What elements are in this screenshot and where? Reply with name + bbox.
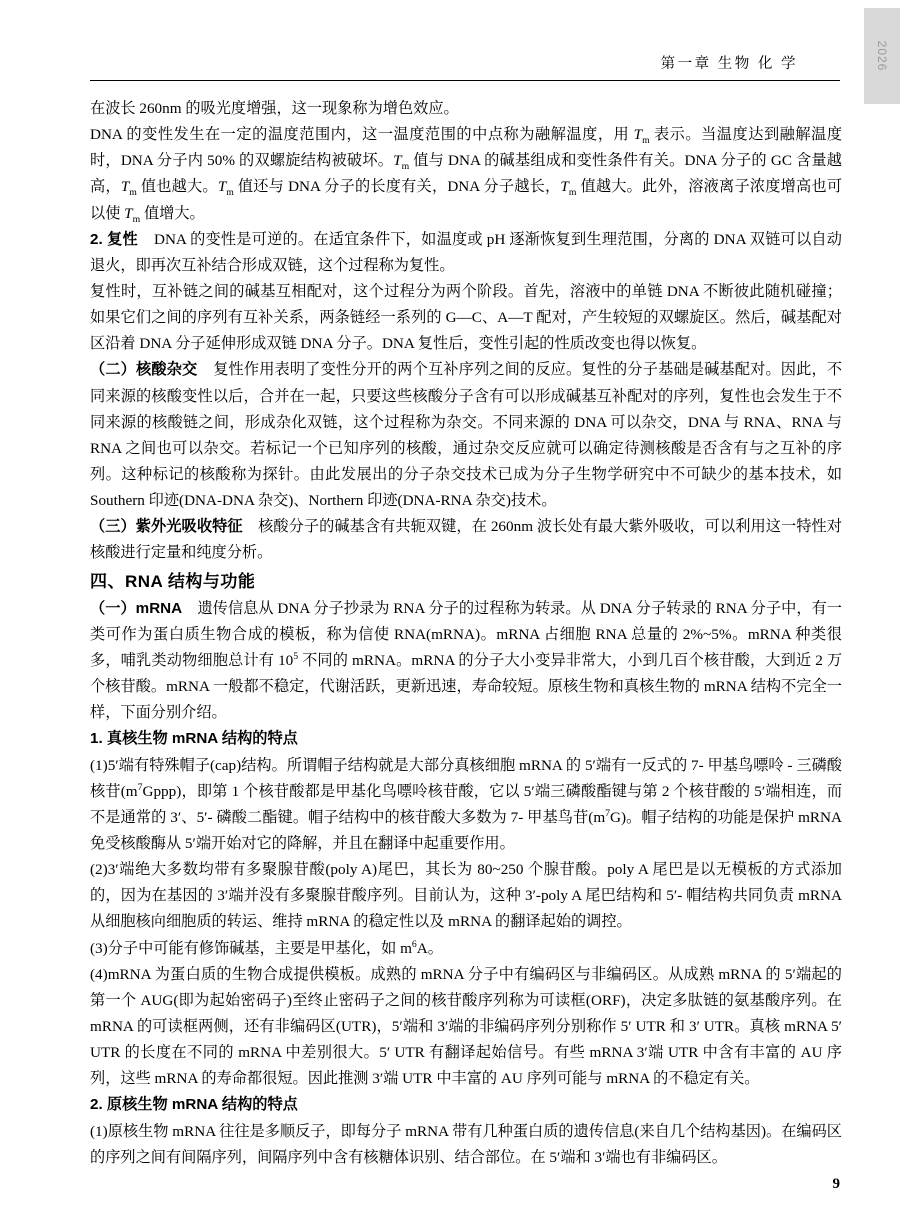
paragraph: 在波长 260nm 的吸光度增强，这一现象称为增色效应。 [90, 100, 459, 117]
paragraph: DNA 的变性发生在一定的温度范围内，这一温度范围的中点称为融解温度，用 $T_m$ 表示。当温度达到融解温度时，DNA 分子内 50% 的双螺旋结构被破坏。$T_m$ 值与 DNA 的碱基组成和变性条件有关。DNA 分子的 GC 含量越高，$T_m$ 值也越大。$T_m$ 值还与 DNA 分子的长度有关，DNA 分子越长，$T_m$ 值越大。此外，溶液离子浓度增高也可以使 $T_m$ 值增大。 [90, 126, 843, 225]
chapter-title: 第一章 生物 化 学 [660, 56, 798, 72]
paragraph-lead-label: （二）核酸杂交 [90, 361, 198, 379]
paragraph: （一）mRNA 遗传信息从 DNA 分子抄录为 RNA 分子的过程称为转录。从 DNA 分子转录的 RNA 分子中，有一类可作为蛋白质生物合成的模板，称为信使 RNA(mRNA)。mRNA 占细胞 RNA 总量的 2%~5%。mRNA 种类很多，哺乳类动物细胞总计有 $10^5$ 不同的 mRNA。mRNA 的分子大小变异非常大，小到几百个核苷酸，大到近 2 万个核苷酸。mRNA 一般都不稳定，代谢活跃，更新迅速，寿命较短。原核生物和真核生物的 mRNA 结构不完全一样，下面分别介绍。 [90, 599, 843, 722]
paragraph-lead-label: 2. 复性 [90, 230, 138, 248]
paragraph-lead-label: （一）mRNA [90, 599, 183, 617]
paragraph: (2)3′端绝大多数均带有多聚腺苷酸(poly A)尾巴，其长为 80~250 个腺苷酸。poly A 尾巴是以无模板的方式添加的，因为在基因的 3′端并没有多聚腺苷酸序列。目前认为，这种 3′-poly A 尾巴结构和 5′- 帽结构共同负责 mRNA 从细胞核向细胞质的转运、维持 mRNA 的稳定性以及 mRNA 的翻译起始的调控。 [90, 861, 842, 931]
paragraph: (1)原核生物 mRNA 往往是多顺反子，即每分子 mRNA 带有几种蛋白质的遗传信息(来自几个结构基因)。在编码区的序列之间有间隔序列，间隔序列中含有核糖体识别、结合部位。在 5′端和 3′端也有非编码区。 [90, 1122, 842, 1166]
paragraph: （二）核酸杂交 复性作用表明了变性分开的两个互补序列之间的反应。复性的分子基础是碱基配对。因此，不同来源的核酸变性以后，合并在一起，只要这些核酸分子含有可以形成碱基互补配对的序列，复性也会发生于不同来源的核酸链之间，形成杂化双链，这个过程称为杂交。不同来源的 DNA 可以杂交，DNA 与 RNA、RNA 与 RNA 之间也可以杂交。若标记一个已知序列的核酸，通过杂交反应就可以确定待测核酸是否含有与之互补的序列。这种标记的核酸称为探针。由此发展出的分子杂交技术已成为分子生物学研究中不可缺少的基本技术，如 Southern 印迹(DNA-DNA 杂交)、Northern 印迹(DNA-RNA 杂交)技术。 [90, 361, 843, 510]
subsection-heading: 1. 真核生物 mRNA 结构的特点 [90, 730, 298, 748]
year-side-tab [864, 8, 900, 104]
subsection-heading: 2. 原核生物 mRNA 结构的特点 [90, 1096, 298, 1114]
paragraph: (1)5′端有特殊帽子(cap)结构。所谓帽子结构就是大部分真核细胞 mRNA 的 5′端有一反式的 7- 甲基鸟嘌呤 - 三磷酸核苷$(m^7Gppp)$，即第 1 个核苷酸都是甲基化鸟嘌呤核苷酸，它以 5′端三磷酸酯键与第 2 个核苷酸的 5′端相连，而不是通常的 3′、5′- 磷酸二酯键。帽子结构中的核苷酸大多数为 7- 甲基鸟苷$(m^7G)$。帽子结构的功能是保护 mRNA 免受核酸酶从 5′端开始对它的降解，并且在翻译中起重要作用。 [90, 756, 843, 853]
paragraph: 复性时，互补链之间的碱基互相配对，这个过程分为两个阶段。首先，溶液中的单链 DNA 不断彼此随机碰撞；如果它们之间的序列有互补关系，两条链经一系列的 G—C、A—T 配对，产生较短的双螺旋区。然后，碱基配对区沿着 DNA 分子延伸形成双链 DNA 分子。DNA 复性后，变性引起的性质改变也得以恢复。 [90, 282, 842, 353]
page-body [90, 96, 842, 1171]
paragraph: （三）紫外光吸收特征 核酸分子的碱基含有共轭双键，在 260nm 波长处有最大紫外吸收，可以利用这一特性对核酸进行定量和纯度分析。 [90, 518, 842, 562]
paragraph: 2. 复性 DNA 的变性是可逆的。在适宜条件下，如温度或 pH 逐渐恢复到生理范围，分离的 DNA 双链可以自动退火，即再次互补结合形成双链，这个过程称为复性。 [90, 230, 842, 274]
section-heading: 四、RNA 结构与功能 [90, 571, 256, 591]
header-divider [90, 80, 840, 81]
page-header [90, 52, 840, 82]
paragraph: (3)分子中可能有修饰碱基，主要是甲基化，如 $m^6A$。 [90, 938, 443, 957]
paragraph-lead-label: （三）紫外光吸收特征 [90, 518, 243, 536]
year-side-tab-label: 2026 [875, 40, 889, 72]
page-number: 9 [832, 1176, 840, 1192]
paragraph: (4)mRNA 为蛋白质的生物合成提供模板。成熟的 mRNA 分子中有编码区与非编码区。从成熟 mRNA 的 5′端起的第一个 AUG(即为起始密码子)至终止密码子之间的核苷酸序列称为可读框(ORF)，决定多肽链的氨基酸序列。在 mRNA 的可读框两侧，还有非编码区(UTR)，5′端和 3′端的非编码序列分别称作 5′ UTR 和 3′ UTR。真核 mRNA 5′ UTR 的长度在不同的 mRNA 中差别很大。5′ UTR 有翻译起始信号。有些 mRNA 3′端 UTR 中含有丰富的 AU 序列，这些 mRNA 的寿命都很短。因此推测 3′端 UTR 中丰富的 AU 序列可能与 mRNA 的不稳定有关。 [90, 965, 842, 1088]
